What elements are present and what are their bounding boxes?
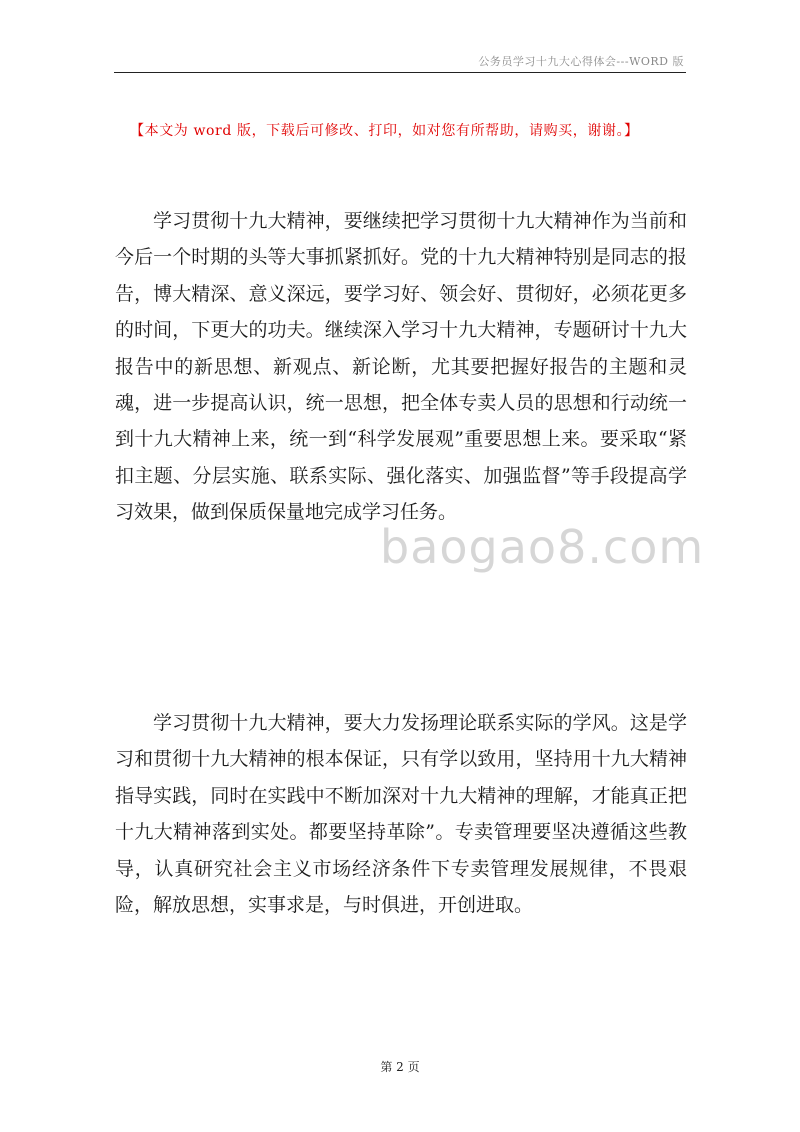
purchase-notice: 【本文为 word 版，下载后可修改、打印，如对您有所帮助，请购买，谢谢。】 bbox=[130, 123, 639, 139]
header-divider bbox=[114, 72, 686, 73]
body-paragraph-2: 学习贯彻十九大精神，要大力发扬理论联系实际的学风。这是学习和贯彻十九大精神的根本保证，只有学以致用，坚持用十九大精神指导实践，同时在实践中不断加深对十九大精神的理解，才能真正把十九大精神落到实处。都要坚持革除”。专卖管理要坚决遵循这些教导，认真研究社会主义市场经济条件下专卖管理发展规律，不畏艰险，解放思想，实事求是，与时俱进，开创进取。 bbox=[115, 712, 687, 917]
running-header: 公务员学习十九大心得体会---WORD 版 bbox=[478, 55, 684, 68]
body-paragraph-1: 学习贯彻十九大精神，要继续把学习贯彻十九大精神作为当前和今后一个时期的头等大事抓紧抓好。党的十九大精神特别是同志的报告，博大精深、意义深远，要学习好、领会好、贯彻好，必须花更多的时间，下更大的功夫。继续深入学习十九大精神，专题研讨十九大报告中的新思想、新观点、新论断，尤其要把握好报告的主题和灵魂，进一步提高认识，统一思想，把全体专卖人员的思想和行动统一到十九大精神上来，统一到“科学发展观”重要思想上来。要采取“紧扣主题、分层实施、联系实际、强化落实、加强监督”等手段提高学习效果，做到保质保量地完成学习任务。 bbox=[115, 210, 687, 524]
watermark-text: baogao8.com bbox=[380, 520, 705, 574]
page-number: 第 2 页 bbox=[380, 1060, 420, 1074]
